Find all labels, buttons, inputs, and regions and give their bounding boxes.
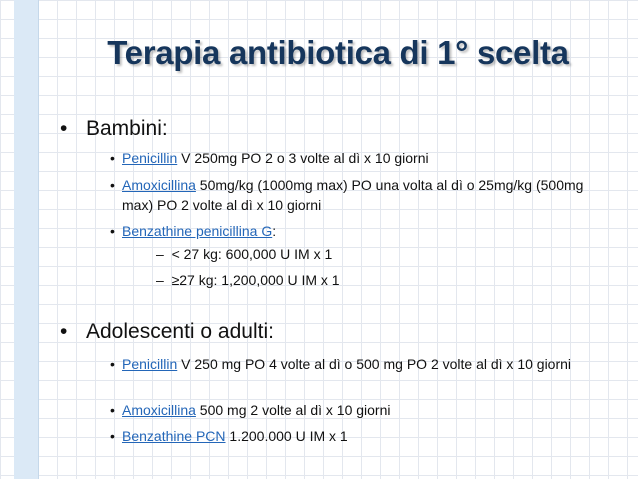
list-item-children-penicillin [110, 148, 610, 168]
item-text: V 250 mg PO 4 volte al dì o 500 mg PO 2 volte al dì x 10 giorni [177, 356, 572, 372]
slide-title: Terapia antibiotica di 1° scelta [107, 34, 569, 71]
dose-item-under-27kg [156, 246, 332, 262]
bullet: • [60, 117, 68, 140]
list-item-adults-benzathine [110, 426, 610, 446]
list-item-children-amoxicillina [110, 175, 610, 215]
item-text: 50mg/kg (1000mg max) PO una volta al dì o 25mg/kg (500mg max) PO 2 volte al dì x 10 giorni [122, 177, 584, 213]
accent-band [14, 0, 39, 479]
link-benzathine-penicillina-g[interactable]: Benzathine penicillina G [122, 223, 273, 239]
section-label: Adolescenti o adulti: [86, 320, 274, 343]
section-adults-heading [60, 320, 274, 344]
section-children-heading [60, 117, 168, 141]
bullet: • [110, 402, 115, 418]
list-item-adults-penicillin [110, 354, 610, 374]
dose-text: < 27 kg: 600,000 U IM x 1 [171, 246, 333, 262]
dose-item-over-27kg [156, 272, 340, 288]
link-penicillin[interactable]: Penicillin [122, 150, 178, 166]
item-text: : [272, 223, 277, 239]
dash: – [156, 272, 164, 288]
item-text: 500 mg 2 volte al dì x 10 giorni [195, 402, 391, 418]
bullet: • [110, 150, 115, 166]
bullet: • [60, 320, 68, 343]
link-amoxicillina[interactable]: Amoxicillina [122, 402, 196, 418]
bullet: • [110, 177, 115, 193]
bullet: • [110, 356, 115, 372]
list-item-adults-amoxicillina [110, 400, 610, 420]
link-benzathine-pcn[interactable]: Benzathine PCN [122, 428, 226, 444]
dash: – [156, 246, 164, 262]
item-text: 1.200.000 U IM x 1 [225, 428, 348, 444]
bullet: • [110, 223, 115, 239]
list-item-children-benzathine [110, 221, 610, 241]
item-text: V 250mg PO 2 o 3 volte al dì x 10 giorni [177, 150, 429, 166]
section-label: Bambini: [86, 117, 168, 140]
link-penicillin[interactable]: Penicillin [122, 356, 178, 372]
dose-text: ≥27 kg: 1,200,000 U IM x 1 [171, 272, 340, 288]
bullet: • [110, 428, 115, 444]
link-amoxicillina[interactable]: Amoxicillina [122, 177, 196, 193]
